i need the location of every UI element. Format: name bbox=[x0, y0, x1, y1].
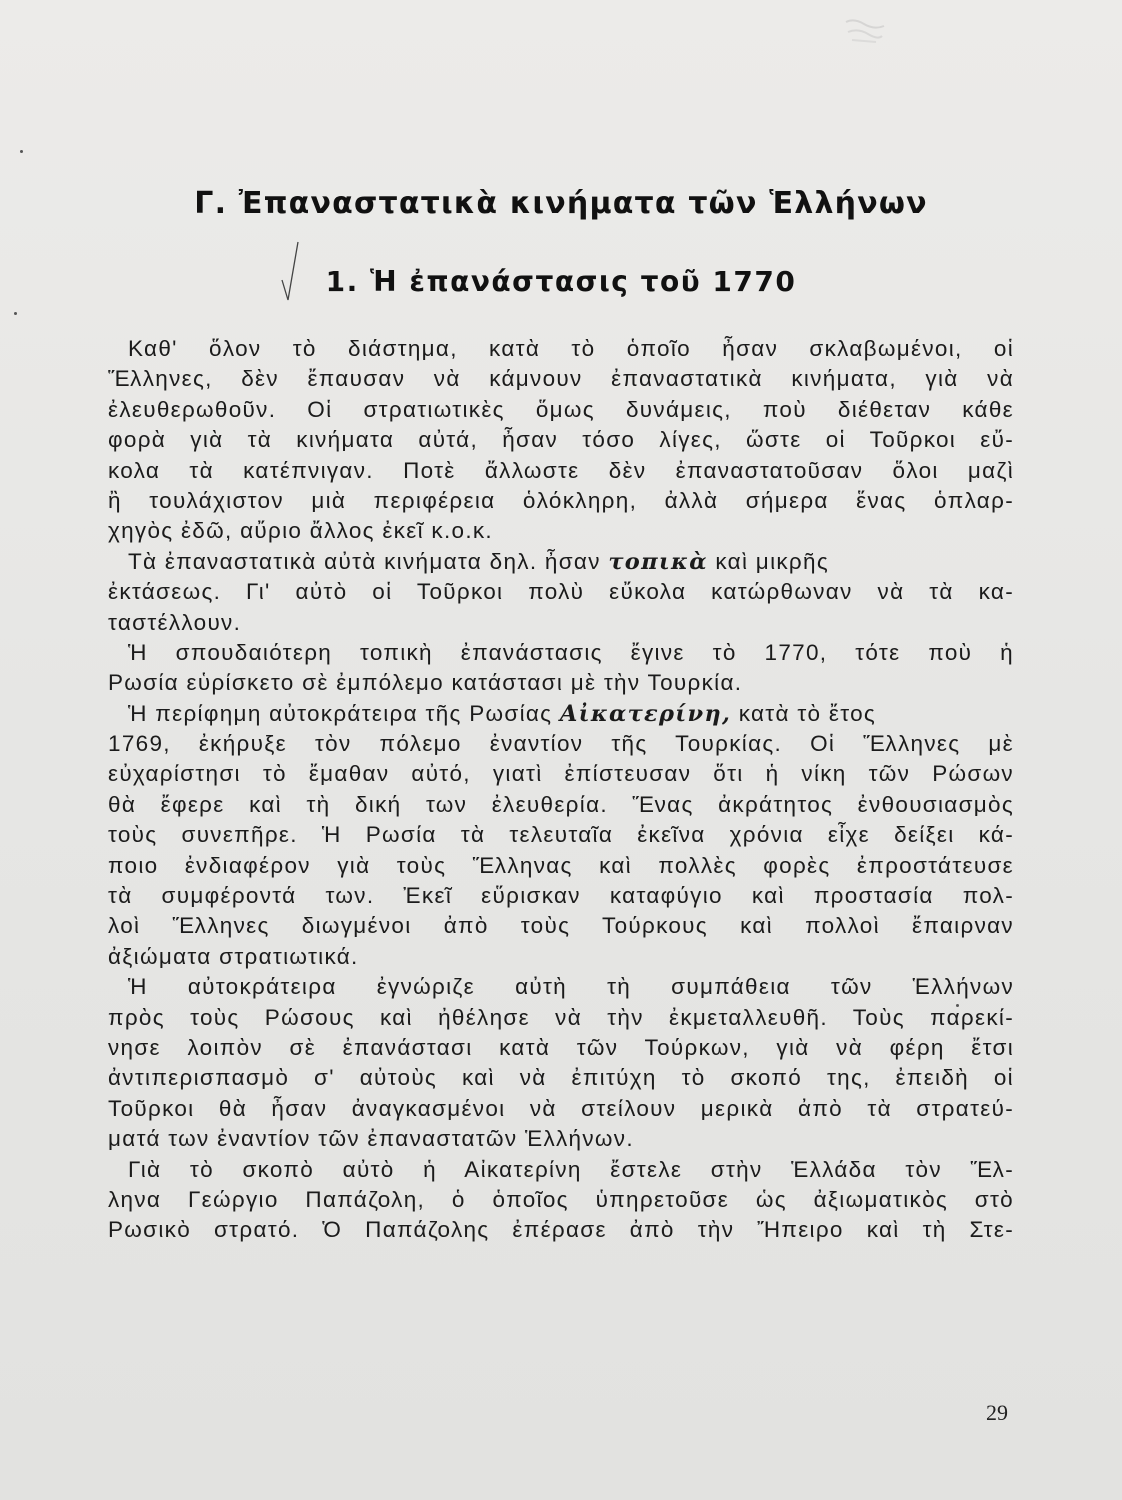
text-line: εὐχαρίστησι τὸ ἔμαθαν αὐτό, γιατὶ ἐπίστευσαν ὅτι ἡ νίκη τῶν Ρώσων bbox=[108, 761, 1014, 787]
text-line: Ἕλληνες, δὲν ἔπαυσαν νὰ κάμνουν ἐπαναστατικὰ κινήματα, γιὰ νὰ bbox=[108, 366, 1014, 392]
text-line: ἐλευθερωθοῦν. Οἱ στρατιωτικὲς ὅμως δυνάμεις, ποὺ διέθεταν κάθε bbox=[108, 396, 1014, 422]
text-line: Καθ' ὅλον τὸ διάστημα, κατὰ τὸ ὁποῖο ἦσαν σκλαβωμένοι, οἱ bbox=[128, 336, 1014, 361]
text-line: 1769, ἐκήρυξε τὸν πόλεμο ἐναντίον τῆς Τουρκίας. Οἱ Ἕλληνες μὲ bbox=[108, 731, 1014, 757]
emphasized-name: Αἰκατερίνη, bbox=[559, 700, 732, 727]
text-line: ἀξιώματα στρατιωτικά. bbox=[108, 943, 359, 969]
text-line: πρὸς τοὺς Ρώσους καὶ ἠθέλησε νὰ τὴν ἐκμεταλλευθῆ. Τοὺς παρεκί- bbox=[108, 1004, 1014, 1030]
text-line: Ἡ σπουδαιότερη τοπικὴ ἐπανάστασις ἔγινε τὸ 1770, τότε ποὺ ἡ bbox=[128, 639, 1014, 665]
text-line: λοὶ Ἕλληνες διωγμένοι ἀπὸ τοὺς Τούρκους καὶ πολλοὶ ἔπαιρναν bbox=[108, 913, 1014, 939]
text-line: ἐκτάσεως. Γι' αὐτὸ οἱ Τοῦρκοι πολὺ εὔκολα κατώρθωναν νὰ τὰ κα- bbox=[108, 579, 1014, 605]
text-segment: Τὰ ἐπαναστατικὰ αὐτὰ κινήματα δηλ. ἦσαν bbox=[128, 548, 609, 574]
emphasized-word: τοπικὰ bbox=[608, 548, 708, 575]
text-segment: Ἡ περίφημη αὐτοκράτειρα τῆς Ρωσίας bbox=[128, 700, 560, 726]
section-title: 1. Ἡ ἐπανάστασις τοῦ 1770 bbox=[325, 265, 797, 298]
text-line: φορὰ γιὰ τὰ κινήματα αὐτά, ἦσαν τόσο λίγες, ὥστε οἱ Τοῦρκοι εὔ- bbox=[108, 427, 1014, 453]
text-line: Ρωσικὸ στρατό. Ὁ Παπάζολης ἐπέρασε ἀπὸ τὴν Ἤπειρο καὶ τὴ Στε- bbox=[108, 1217, 1014, 1243]
page-number: 29 bbox=[986, 1400, 1008, 1425]
text-line: Ρωσία εὑρίσκετο σὲ ἐμπόλεμο κατάστασι μὲ τὴν Τουρκία. bbox=[108, 670, 743, 696]
speck bbox=[20, 150, 23, 153]
text-segment: κατὰ τὸ ἔτος bbox=[731, 700, 877, 726]
text-line: Γιὰ τὸ σκοπὸ αὐτὸ ἡ Αἰκατερίνη ἔστελε στὴν Ἑλλάδα τὸν Ἕλ- bbox=[128, 1156, 1014, 1182]
text-line: ταστέλλουν. bbox=[108, 609, 242, 635]
text-line: τοὺς συνεπῆρε. Ἡ Ρωσία τὰ τελευταῖα ἐκεῖνα χρόνια εἶχε δείξει κά- bbox=[108, 822, 1014, 848]
text-line-mixed bbox=[108, 699, 1014, 729]
text-line: νησε λοιπὸν σὲ ἐπανάστασι κατὰ τῶν Τούρκων, γιὰ νὰ φέρη ἔτσι bbox=[108, 1034, 1014, 1060]
text-line: ματά των ἐναντίον τῶν ἐπαναστατῶν Ἑλλήνων. bbox=[108, 1126, 634, 1152]
chapter-title: Γ. Ἐπαναστατικὰ κινήματα τῶν Ἑλλήνων bbox=[194, 186, 928, 221]
text-line: κολα τὰ κατέπνιγαν. Ποτὲ ἄλλωστε δὲν ἐπαναστατοῦσαν ὅλοι μαζὶ bbox=[108, 457, 1014, 483]
text-line: ἀντιπερισπασμὸ σ' αὐτοὺς καὶ νὰ ἐπιτύχη τὸ σκοπό της, ἐπειδὴ οἱ bbox=[108, 1065, 1014, 1091]
text-line: θὰ ἔφερε καὶ τὴ δική των ἐλευθερία. Ἕνας ἀκράτητος ἐνθουσιασμὸς bbox=[108, 791, 1014, 817]
text-line: ληνα Γεώργιο Παπάζολη, ὁ ὁποῖος ὑπηρετοῦσε ὡς ἀξιωματικὸς στὸ bbox=[108, 1186, 1014, 1212]
text-line: ποιο ἐνδιαφέρον γιὰ τοὺς Ἕλληνας καὶ πολλὲς φορὲς ἐπροστάτευσε bbox=[108, 852, 1014, 878]
text-line: ἢ τουλάχιστον μιὰ περιφέρεια ὁλόκληρη, ἀλλὰ σήμερα ἕνας ὁπλαρ- bbox=[108, 487, 1014, 513]
text-line: τὰ συμφέροντά των. Ἐκεῖ εὕρισκαν καταφύγιο καὶ προστασία πολ- bbox=[108, 883, 1014, 909]
text-line: Ἡ αὐτοκράτειρα ἐγνώριζε αὐτὴ τὴ συμπάθεια τῶν Ἑλλήνων bbox=[128, 974, 1014, 1000]
stamp-smudge bbox=[842, 16, 888, 46]
text-line: Τοῦρκοι θὰ ἦσαν ἀναγκασμένοι νὰ στείλουν μερικὰ ἀπὸ τὰ στρατεύ- bbox=[108, 1095, 1014, 1121]
text-line-mixed bbox=[108, 547, 1014, 577]
body-text bbox=[108, 334, 1014, 1246]
text-segment: καὶ μικρῆς bbox=[707, 548, 829, 574]
text-line: χηγὸς ἐδῶ, αὔριο ἄλλος ἐκεῖ κ.ο.κ. bbox=[108, 518, 493, 544]
speck bbox=[14, 312, 17, 315]
